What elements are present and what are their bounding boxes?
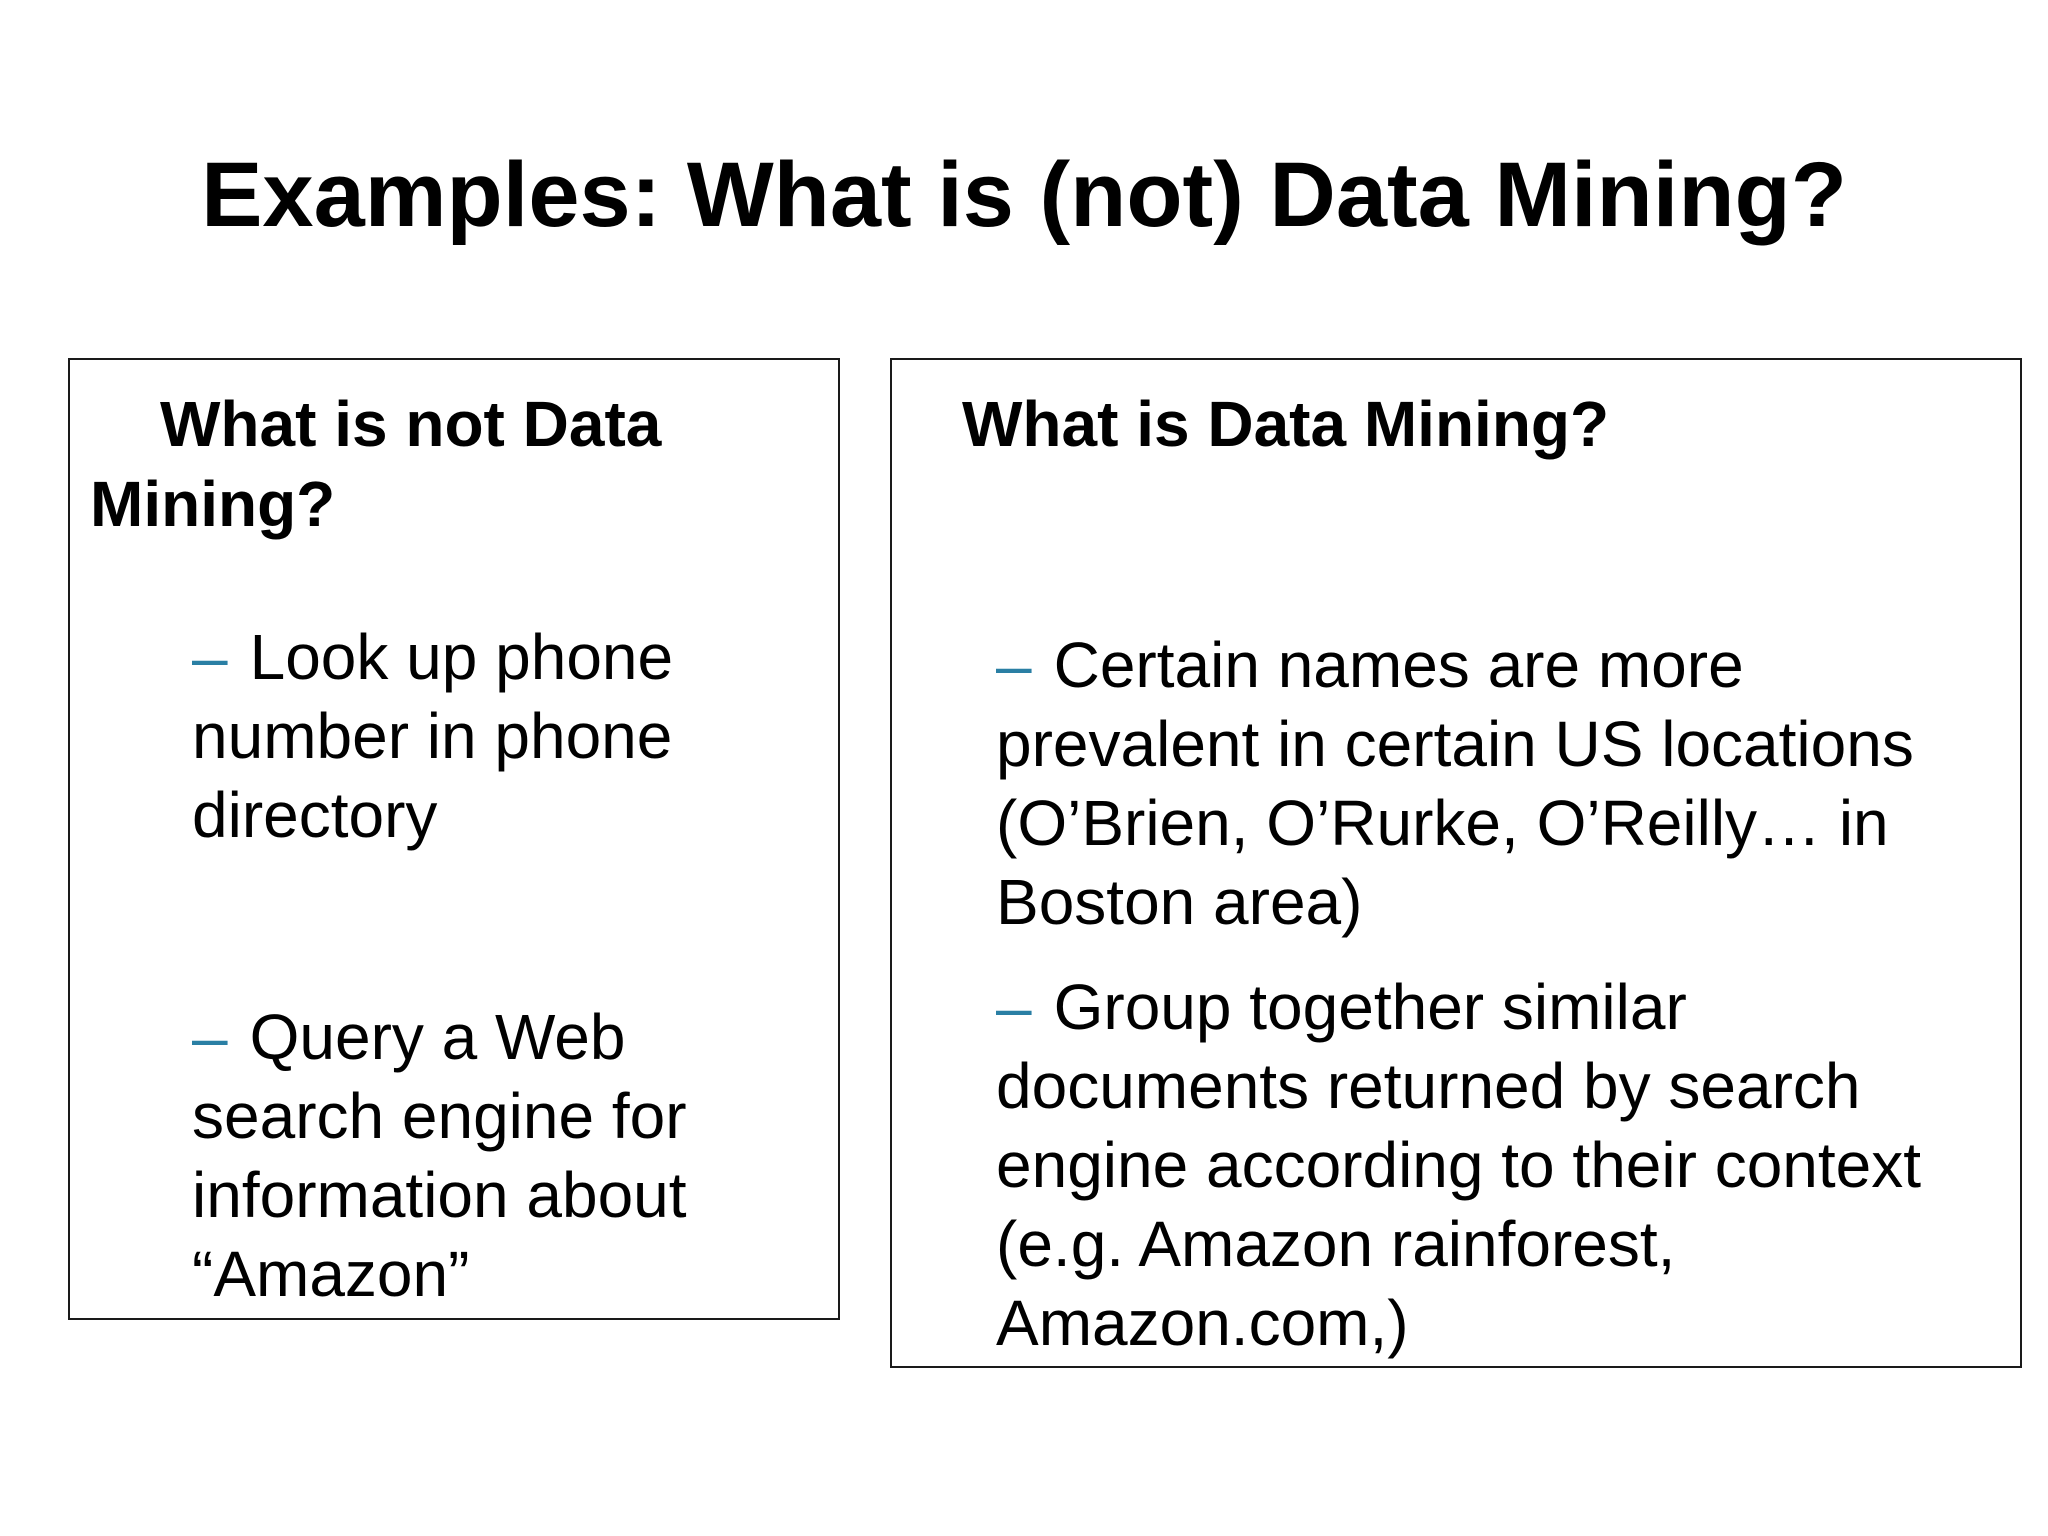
- slide-title: Examples: What is (not) Data Mining?: [201, 144, 1847, 246]
- data-mining-heading: What is Data Mining?: [962, 388, 1610, 460]
- dash-bullet-icon: –: [192, 621, 228, 693]
- not-data-mining-heading: What is not Data Mining?: [90, 388, 662, 540]
- data-mining-panel: [890, 358, 2022, 1368]
- list-item: [996, 626, 2016, 942]
- list-item: [192, 998, 832, 1314]
- list-item: [192, 618, 832, 855]
- list-item: [996, 968, 2016, 1363]
- not-data-mining-panel: [68, 358, 840, 1320]
- dash-bullet-icon: –: [192, 1001, 228, 1073]
- bullet-text: Certain names are more prevalent in certain US locations (O’Brien, O’Rurke, O’Reilly… in Boston area): [996, 629, 1914, 938]
- dash-bullet-icon: –: [996, 629, 1032, 701]
- bullet-text: Query a Web search engine for information about “Amazon”: [192, 1001, 687, 1310]
- dash-bullet-icon: –: [996, 971, 1032, 1043]
- bullet-text: Look up phone number in phone directory: [192, 621, 674, 851]
- bullet-text: Group together similar documents returned by search engine according to their context (e.g. Amazon rainforest, Amazon.com,): [996, 971, 1922, 1359]
